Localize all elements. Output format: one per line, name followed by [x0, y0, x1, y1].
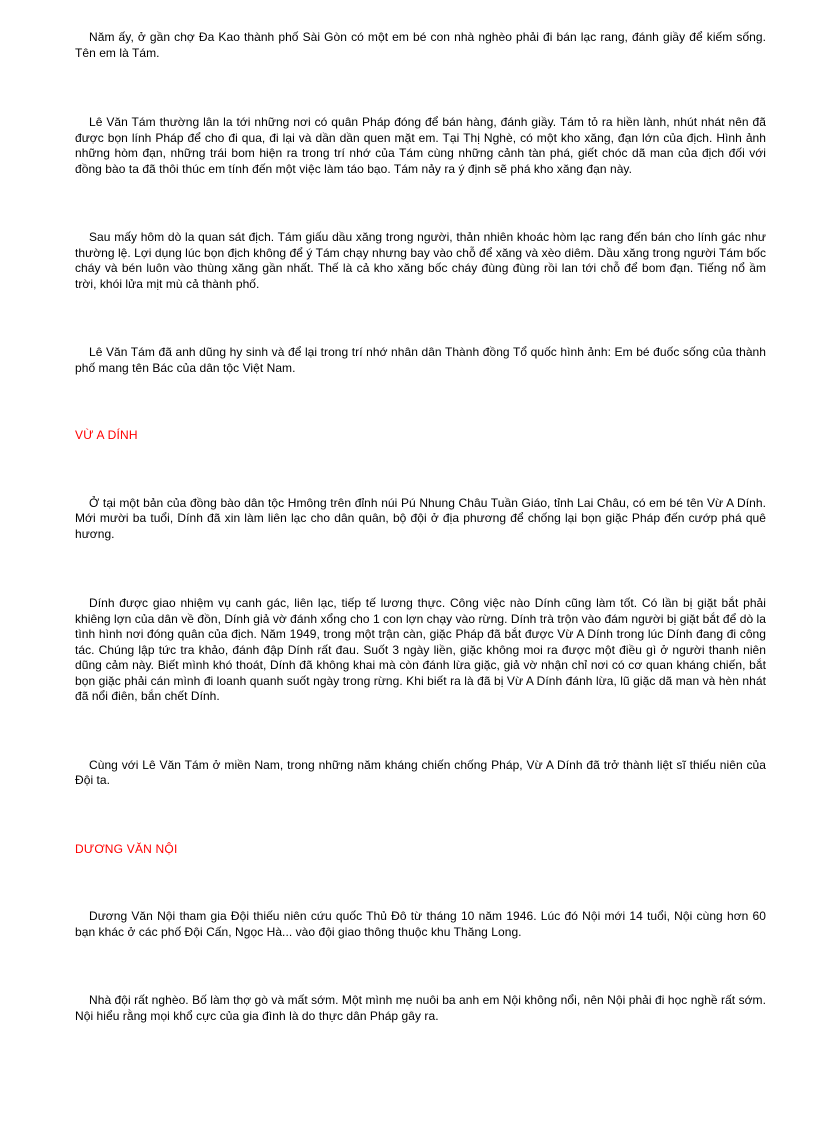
section-heading-vu-a-dinh: VỪ A DÍNH: [75, 428, 138, 442]
paragraph-le-van-tam-hy-sinh: Lê Văn Tám đã anh dũng hy sinh và để lại trong trí nhớ nhân dân Thành đồng Tổ quốc hình ảnh: Em bé đuốc sống của thành phố mang tên Bác của dân tộc Việt Nam.: [75, 345, 766, 375]
paragraph-le-van-tam-kho-xang: Lê Văn Tám thường lân la tới những nơi có quân Pháp đóng để bán hàng, đánh giầy. Tám tỏ ra hiền lành, nhút nhát nên đã được bọn lính Pháp để cho đi qua, đi lại và dần dần quen mặt em. Tại Thị Nghè, có một kho xăng, đạn lớn của địch. Hình ảnh những hòm đạn, những trái bom hiện ra trong trí nhớ của Tám cùng những cảnh tàn phá, giết chóc dã man của địch đối với đồng bào ta đã thôi thúc em tính đến một việc làm táo bạo. Tám nảy ra ý định sẽ phá kho xăng đạn này.: [75, 115, 766, 176]
paragraph-vu-a-dinh-liet-si: Cùng với Lê Văn Tám ở miền Nam, trong những năm kháng chiến chống Pháp, Vừ A Dính đã trở thành liệt sĩ thiếu niên của Đội ta.: [75, 757, 766, 787]
paragraph-le-van-tam-hanh-dong: Sau mấy hôm dò la quan sát địch. Tám giấu dầu xăng trong người, thản nhiên khoác hòm lạc rang đến bán cho lính gác như thường lệ. Lợi dụng lúc bọn địch không để ý Tám chạy nhưng bay vào chỗ để xăng và xèo diêm. Dầu xăng trong người Tám bốc cháy và bén luôn vào thùng xăng gần nhất. Thế là cả kho xăng bốc cháy đùng đùng rồi lan tới chỗ để bom đạn. Tiếng nổ ầm trời, khói lửa mịt mù cả thành phố.: [75, 230, 767, 291]
paragraph-duong-van-noi-intro: Dương Văn Nội tham gia Đội thiếu niên cứu quốc Thủ Đô từ tháng 10 năm 1946. Lúc đó Nội mới 14 tuổi, Nội cùng hơn 60 bạn khác ở các phố Đội Cấn, Ngọc Hà... vào đội giao thông thuộc khu Thăng Long.: [75, 909, 766, 939]
paragraph-vu-a-dinh-intro: Ở tại một bản của đồng bào dân tộc Hmông trên đỉnh núi Pú Nhung Châu Tuần Giáo, tỉnh Lai Châu, có em bé tên Vừ A Dính. Mới mười ba tuổi, Dính đã xin làm liên lạc cho dân quân, bộ đội ở địa phương để chống lại bọn giặc Pháp đến cướp phá quê hương.: [75, 495, 766, 541]
paragraph-duong-van-noi-gia-dinh: Nhà đội rất nghèo. Bố làm thợ gò và mất sớm. Một mình mẹ nuôi ba anh em Nội không nổi, nên Nội phải đi học nghề rất sớm. Nội hiểu rằng mọi khổ cực của gia đình là do thực dân Pháp gây ra.: [75, 993, 766, 1023]
section-heading-duong-van-noi: DƯƠNG VĂN NỘI: [75, 841, 178, 856]
paragraph-vu-a-dinh-nhiem-vu: Dính được giao nhiệm vụ canh gác, liên lạc, tiếp tế lương thực. Công việc nào Dính cũng làm tốt. Có lần bị giặt bắt phải khiêng lợn của dân về đồn, Dính giả vờ đánh xổng cho 1 con lợn chạy vào rừng. Dính trà trộn vào đám người bị giặt bắt để dò la tình hình nơi đóng quân của địch. Năm 1949, trong một trận càn, giặc Pháp đã bắt được Vừ A Dính trong lúc Dính đang đi công tác. Chúng lập tức tra khảo, đánh đập Dính rất đau. Suốt 3 ngày liền, giặc không moi ra được một điều gì ở người thanh niên dũng cảm này. Biết mình khó thoát, Dính đã không khai mà còn đánh lừa giặc, giả vờ nhận chỉ nơi có cơ quan kháng chiến, bắt bọn giặc phải cán mình đi loanh quanh suốt ngày trong rừng. Khi biết ra là đã bị Vừ A Dính đánh lừa, lũ giặc dã man và hèn nhát đã nổi điên, bắn chết Dính.: [75, 596, 766, 703]
paragraph-le-van-tam-intro: Năm ấy, ở gần chợ Đa Kao thành phố Sài Gòn có một em bé con nhà nghèo phải đi bán lạc rang, đánh giầy để kiếm sống. Tên em là Tám.: [75, 30, 766, 60]
document-page: [75, 30, 766, 1024]
